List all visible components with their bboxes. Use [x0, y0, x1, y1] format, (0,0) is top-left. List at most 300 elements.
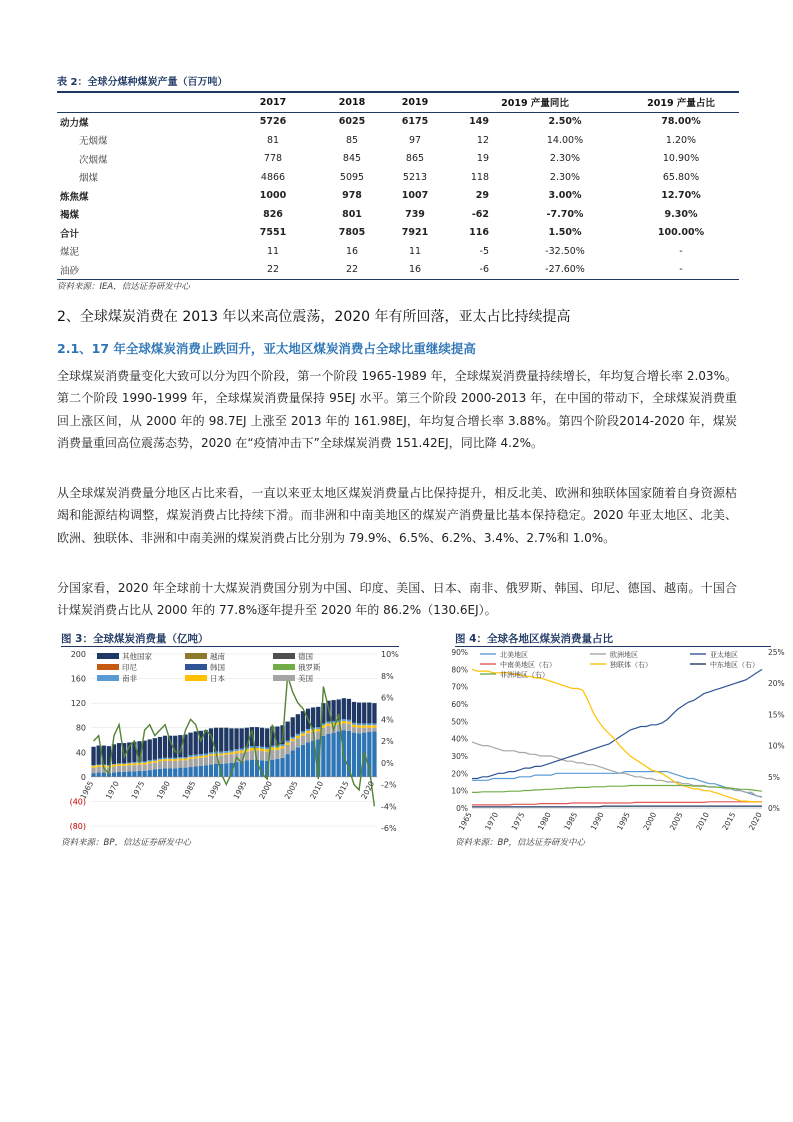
bar-segment — [316, 707, 320, 727]
bar-segment — [372, 723, 376, 725]
bar-segment — [372, 728, 376, 732]
bar-segment — [204, 754, 208, 756]
cell-yoy-abs: 12 — [476, 134, 489, 146]
legend-swatch — [273, 664, 295, 670]
y-left-tick-label: 90% — [451, 648, 468, 657]
table-row — [57, 150, 739, 169]
bar-segment — [117, 764, 121, 766]
series-line — [472, 802, 762, 805]
series-line — [472, 772, 762, 797]
bar-segment — [234, 751, 238, 753]
bar-segment — [117, 743, 121, 763]
series-line — [472, 742, 762, 797]
bar-segment — [352, 725, 356, 727]
bar-segment — [194, 731, 198, 754]
bar-segment — [301, 731, 305, 733]
y-left-tick-label: 30% — [451, 752, 468, 761]
bar-segment — [194, 755, 198, 757]
bar-segment — [367, 703, 371, 724]
cell-label: 褐煤 — [60, 210, 80, 222]
cell-2019: 7921 — [401, 227, 429, 239]
coal-production-table — [57, 91, 739, 280]
bar-segment — [347, 722, 351, 724]
cell-yoy-pct: -7.70% — [546, 208, 584, 220]
bar-segment — [91, 766, 95, 768]
bar-segment — [97, 765, 101, 766]
bar-segment — [209, 754, 213, 756]
bar-segment — [148, 763, 152, 770]
section-subheading: 2.1、17 年全球煤炭消费止跌回升，亚太地区煤炭消费占全球比重继续提高 — [57, 341, 476, 356]
bar-segment — [183, 760, 187, 767]
header-blank — [57, 92, 225, 112]
y-left-tick-label: 40 — [75, 748, 86, 758]
bar-segment — [204, 755, 208, 757]
bar-segment — [260, 728, 264, 747]
cell-share: - — [679, 245, 683, 257]
figure-3-chart — [57, 648, 409, 836]
cell-share: 1.20% — [665, 134, 697, 146]
table-row — [57, 187, 739, 206]
cell-yoy-abs: 19 — [476, 153, 489, 165]
y-left-tick-label: 80 — [75, 723, 86, 733]
bar-segment — [362, 725, 366, 727]
cell-label: 次烟煤 — [79, 154, 108, 166]
bar-segment — [97, 767, 101, 773]
legend-label: 韩国 — [210, 663, 225, 672]
x-tick-label: 1970 — [483, 810, 501, 832]
cell-yoy-pct: 14.00% — [546, 134, 584, 146]
bar-segment — [326, 726, 330, 734]
bar-segment — [270, 750, 274, 760]
bar-segment — [296, 738, 300, 747]
bar-segment — [291, 717, 295, 737]
y-left-tick-label: 20% — [451, 769, 468, 779]
bar-segment — [229, 728, 233, 750]
header-2017: 2017 — [225, 92, 321, 112]
cell-2019: 6175 — [401, 116, 429, 128]
legend-label: 俄罗斯 — [298, 663, 321, 672]
bar-segment — [367, 723, 371, 725]
bar-segment — [112, 764, 116, 765]
bar-segment — [250, 750, 254, 759]
legend-label: 非洲地区（右） — [500, 671, 549, 679]
cell-label: 烟煤 — [79, 173, 99, 185]
bar-segment — [122, 763, 126, 764]
series-line — [472, 786, 762, 793]
bar-segment — [347, 720, 351, 722]
bar-segment — [326, 734, 330, 777]
bar-segment — [183, 758, 187, 760]
x-tick-label: 2005 — [667, 810, 685, 832]
bar-segment — [255, 746, 259, 748]
header-2018: 2018 — [321, 92, 383, 112]
bar-segment — [285, 741, 289, 743]
bar-segment — [102, 773, 106, 777]
bar-segment — [321, 728, 325, 736]
x-tick-label: 2000 — [641, 810, 659, 832]
x-tick-label: 1980 — [155, 779, 172, 801]
cell-yoy-pct: -27.60% — [507, 261, 623, 280]
y-right-tick-label: 10% — [381, 650, 399, 659]
y-right-tick-label: 0% — [381, 758, 394, 768]
bar-segment — [311, 707, 315, 727]
bar-segment — [204, 757, 208, 765]
x-tick-label: 1975 — [129, 779, 147, 801]
bar-segment — [342, 698, 346, 719]
bar-segment — [91, 765, 95, 766]
bar-segment — [301, 711, 305, 731]
figure-4-title: 图 4：全球各地区煤炭消费量占比 — [455, 633, 613, 645]
bar-segment — [97, 765, 101, 767]
bar-segment — [280, 744, 284, 746]
y-right-tick-label: 20% — [768, 679, 785, 689]
bar-segment — [352, 723, 356, 725]
y-left-tick-label: 0 — [80, 772, 86, 782]
bar-segment — [112, 766, 116, 772]
x-tick-label: 1995 — [231, 779, 249, 801]
bar-segment — [291, 750, 295, 776]
bar-segment — [148, 762, 152, 764]
bar-segment — [122, 764, 126, 766]
cell-2019: 1007 — [401, 190, 429, 202]
bar-segment — [337, 731, 341, 776]
section-heading: 2、全球煤炭消费在 2013 年以来高位震荡，2020 年有所回落，亚太占比持续提高 — [57, 309, 571, 325]
bar-segment — [168, 768, 172, 777]
x-tick-label: 2000 — [257, 779, 275, 801]
bar-segment — [372, 725, 376, 727]
table-row — [57, 131, 739, 150]
bar-segment — [91, 773, 95, 777]
bar-segment — [301, 733, 305, 735]
bar-segment — [214, 764, 218, 777]
cell-share: 9.30% — [664, 208, 698, 220]
bar-segment — [306, 731, 310, 733]
bar-segment — [163, 758, 167, 759]
bar-segment — [265, 747, 269, 749]
cell-yoy-abs: -62 — [471, 208, 489, 220]
bar-segment — [291, 741, 295, 750]
bar-segment — [153, 761, 157, 763]
bar-segment — [234, 749, 238, 751]
bar-segment — [357, 733, 361, 777]
cell-share: 12.70% — [661, 190, 701, 202]
bar-segment — [234, 728, 238, 749]
series-line — [472, 670, 762, 779]
bar-segment — [127, 765, 131, 771]
y-left-tick-label: 40% — [451, 734, 468, 744]
bar-segment — [153, 760, 157, 761]
bar-segment — [229, 752, 233, 754]
bar-segment — [158, 762, 162, 769]
bar-segment — [97, 773, 101, 777]
legend-swatch — [273, 675, 295, 681]
cell-2018: 6025 — [338, 116, 366, 128]
cell-label: 动力煤 — [60, 117, 89, 129]
bar-segment — [357, 723, 361, 725]
cell-yoy-pct: 1.50% — [548, 227, 582, 239]
bar-segment — [178, 758, 182, 760]
bar-segment — [265, 728, 269, 747]
legend-swatch — [185, 664, 207, 670]
bar-segment — [275, 747, 279, 749]
bar-segment — [316, 727, 320, 729]
legend-label: 日本 — [210, 674, 225, 683]
cell-yoy-abs: -5 — [479, 245, 489, 257]
bar-segment — [142, 771, 146, 777]
y-right-tick-label: 5% — [768, 772, 780, 782]
bar-segment — [296, 736, 300, 738]
bar-segment — [127, 763, 131, 764]
bar-segment — [194, 757, 198, 759]
bar-segment — [296, 714, 300, 734]
bar-segment — [326, 723, 330, 725]
bar-segment — [188, 759, 192, 767]
bar-segment — [285, 745, 289, 754]
cell-2019: 739 — [405, 208, 425, 220]
bar-segment — [178, 757, 182, 758]
cell-share: - — [623, 261, 739, 280]
cell-2019: 865 — [405, 153, 425, 165]
legend-label: 中南美地区（右） — [500, 661, 556, 669]
y-right-tick-label: 25% — [768, 648, 785, 657]
y-left-tick-label: 10% — [451, 786, 468, 796]
figure-4-source: 资料来源：BP，信达证券研发中心 — [455, 838, 585, 848]
y-right-tick-label: 8% — [381, 671, 394, 681]
bar-segment — [362, 728, 366, 733]
bar-segment — [240, 762, 244, 777]
y-right-tick-label: -6% — [381, 824, 397, 833]
bar-segment — [224, 755, 228, 764]
y-right-tick-label: 0% — [768, 804, 780, 813]
bar-segment — [224, 751, 228, 753]
figure-3-rule — [61, 646, 399, 647]
cell-2017: 778 — [263, 153, 283, 165]
bar-segment — [178, 768, 182, 777]
cell-2018: 22 — [321, 261, 383, 280]
y-left-tick-label: 50% — [451, 717, 468, 727]
paragraph-1: 全球煤炭消费量变化大致可以分为四个阶段，第一个阶段 1965-1989 年，全球煤炭消费量持续增长，年均复合增长率 2.03%。第二个阶段 1990-1999 年，全球煤炭消费量保持 95EJ 水平。第三个阶段 2000-2013 年，在中国的带动下，全球煤炭消费重回上涨区间，从 2000 年的 98.7EJ 上涨至 2013 年的 161.98EJ，年均复合增长率 3.88%。第四个阶段2014-2020 年，煤炭消费量重回高位震荡态势，2020 在“疫情冲击下”全球煤炭消费 151.42EJ，同比降 4.2%。 — [57, 369, 737, 451]
figure-3-title: 图 3：全球煤炭消费量（亿吨） — [61, 633, 209, 645]
bar-segment — [316, 731, 320, 739]
bar-segment — [199, 766, 203, 777]
legend-label: 北美地区 — [500, 651, 528, 659]
bar-segment — [296, 734, 300, 736]
x-tick-label: 1990 — [206, 779, 223, 801]
bar-segment — [183, 768, 187, 777]
cell-yoy-abs: 118 — [470, 171, 489, 183]
bar-segment — [168, 758, 172, 759]
cell-share: 10.90% — [662, 153, 700, 165]
bar-segment — [173, 759, 177, 761]
y-left-tick-label: 70% — [451, 682, 468, 692]
cell-label: 炼焦煤 — [60, 191, 89, 203]
cell-yoy-abs: 116 — [469, 227, 489, 239]
bar-segment — [194, 758, 198, 766]
bar-segment — [148, 760, 152, 761]
legend-label: 欧洲地区 — [610, 651, 638, 659]
bar-segment — [219, 754, 223, 756]
bar-segment — [367, 728, 371, 732]
cell-2018: 85 — [345, 134, 359, 146]
legend-label: 亚太地区 — [710, 651, 738, 659]
bar-segment — [127, 763, 131, 765]
paragraph-2: 从全球煤炭消费量分地区占比来看，一直以来亚太地区煤炭消费量占比保持提升，相反北美、欧洲和独联体国家随着自身资源枯竭和能源结构调整，煤炭消费占比持续下滑。而非洲和中南美地区的煤炭产消费量比基本保持稳定。2020 年亚太地区、北美、欧洲、独联体、非洲和中南美洲的煤炭消费占比分别为 79.9%、6.5%、6.2%、3.4%、2.7%和 1.0%。 — [57, 486, 737, 545]
bar-segment — [173, 736, 177, 758]
header-yoy: 2019 产量同比 — [447, 92, 623, 112]
bar-segment — [291, 737, 295, 739]
table-row — [57, 242, 739, 261]
bar-segment — [301, 745, 305, 777]
bar-segment — [91, 747, 95, 765]
bar-segment — [245, 760, 249, 777]
y-right-tick-label: -4% — [381, 802, 397, 812]
series-line — [472, 806, 762, 807]
cell-2018: 7805 — [338, 227, 366, 239]
bar-segment — [285, 754, 289, 777]
cell-share: 65.80% — [662, 171, 700, 183]
x-tick-label: 2005 — [282, 779, 300, 801]
bar-segment — [178, 760, 182, 767]
bar-segment — [347, 699, 351, 720]
bar-segment — [352, 702, 356, 723]
bar-segment — [158, 760, 162, 762]
bar-segment — [250, 760, 254, 777]
cell-share: 100.00% — [657, 227, 705, 239]
bar-segment — [199, 754, 203, 756]
bar-segment — [240, 750, 244, 752]
bar-segment — [229, 754, 233, 763]
legend-swatch — [273, 653, 295, 659]
legend-swatch — [97, 653, 119, 659]
bar-segment — [255, 727, 259, 746]
bar-segment — [163, 761, 167, 768]
cell-2017: 5726 — [259, 116, 287, 128]
bar-segment — [331, 700, 335, 721]
legend-label: 越南 — [210, 652, 225, 661]
bar-segment — [142, 762, 146, 763]
table-row — [57, 224, 739, 243]
bar-segment — [280, 746, 284, 748]
x-tick-label: 1970 — [103, 779, 121, 801]
cell-2017: 81 — [266, 134, 280, 146]
bar-segment — [117, 772, 121, 777]
bar-segment — [342, 719, 346, 721]
legend-label: 南非 — [122, 674, 137, 683]
bar-segment — [321, 736, 325, 777]
bar-segment — [326, 722, 330, 724]
bar-segment — [188, 757, 192, 759]
legend-label: 美国 — [298, 674, 313, 683]
cell-yoy-abs: 29 — [475, 190, 489, 202]
bar-segment — [173, 768, 177, 777]
bar-segment — [250, 746, 254, 748]
bar-segment — [219, 752, 223, 754]
bar-segment — [357, 728, 361, 734]
cell-label: 合计 — [60, 228, 80, 240]
bar-segment — [357, 725, 361, 727]
bar-segment — [367, 725, 371, 727]
bar-segment — [219, 755, 223, 764]
cell-share: 78.00% — [661, 116, 701, 128]
bar-segment — [357, 703, 361, 724]
cell-label: 油砂 — [57, 261, 225, 280]
legend-label: 独联体（右） — [610, 661, 652, 669]
y-left-tick-label: 160 — [70, 674, 86, 684]
bar-segment — [142, 765, 146, 771]
table-row — [57, 205, 739, 224]
figure-4-chart — [440, 640, 785, 836]
bar-segment — [132, 763, 136, 765]
x-tick-label: 2020 — [746, 810, 764, 832]
cell-2019: 97 — [408, 134, 422, 146]
y-left-tick-label: 0% — [456, 804, 468, 813]
bar-segment — [219, 728, 223, 752]
y-left-tick-label: (80) — [69, 822, 86, 831]
bar-segment — [91, 768, 95, 774]
paragraph-3: 分国家看，2020 年全球前十大煤炭消费国分别为中国、印度、美国、日本、南非、俄罗斯、韩国、印尼、德国、越南。十国合计煤炭消费占比从 2000 年的 77.8%逐年提升至 2020 年的 86.2%（130.6EJ）。 — [57, 581, 737, 618]
bar-segment — [347, 724, 351, 731]
bar-segment — [306, 729, 310, 731]
bar-segment — [352, 733, 356, 777]
cell-2019: 11 — [408, 245, 422, 257]
x-tick-label: 1995 — [615, 810, 632, 832]
bar-segment — [112, 773, 116, 777]
cell-2017: 22 — [225, 261, 321, 280]
figure-3-source: 资料来源：BP，信达证券研发中心 — [61, 838, 191, 848]
legend-swatch — [185, 653, 207, 659]
legend-swatch — [185, 675, 207, 681]
bar-segment — [224, 753, 228, 755]
bar-segment — [275, 750, 279, 759]
y-right-tick-label: -2% — [381, 780, 397, 790]
bar-segment — [153, 738, 157, 760]
header-share: 2019 产量占比 — [623, 92, 739, 112]
bar-segment — [260, 747, 264, 749]
bar-segment — [301, 736, 305, 745]
bar-segment — [260, 751, 264, 760]
bar-segment — [168, 761, 172, 768]
x-tick-label: 1975 — [509, 810, 527, 832]
y-left-tick-label: 60% — [451, 700, 468, 709]
y-right-tick-label: 4% — [381, 715, 394, 725]
bar-segment — [316, 729, 320, 731]
bar-segment — [188, 767, 192, 777]
bar-segment — [250, 748, 254, 750]
cell-2017: 11 — [266, 245, 280, 257]
y-right-tick-label: 6% — [381, 693, 394, 703]
bar-segment — [199, 756, 203, 758]
bar-segment — [209, 765, 213, 777]
bar-segment — [163, 736, 167, 758]
bar-segment — [132, 771, 136, 777]
bar-segment — [137, 765, 141, 771]
bar-segment — [158, 769, 162, 777]
bar-segment — [137, 763, 141, 765]
cell-label: 无烟煤 — [79, 136, 108, 148]
bar-segment — [229, 750, 233, 752]
bar-segment — [362, 723, 366, 725]
bar-segment — [163, 768, 167, 777]
cell-2017: 7551 — [259, 227, 287, 239]
cell-2018: 5095 — [339, 171, 365, 183]
bar-segment — [188, 733, 192, 756]
bar-segment — [240, 749, 244, 751]
cell-2018: 801 — [342, 208, 362, 220]
x-tick-label: 2015 — [333, 779, 351, 801]
bar-segment — [209, 756, 213, 765]
bar-segment — [342, 721, 346, 723]
y-left-tick-label: (40) — [69, 797, 86, 807]
